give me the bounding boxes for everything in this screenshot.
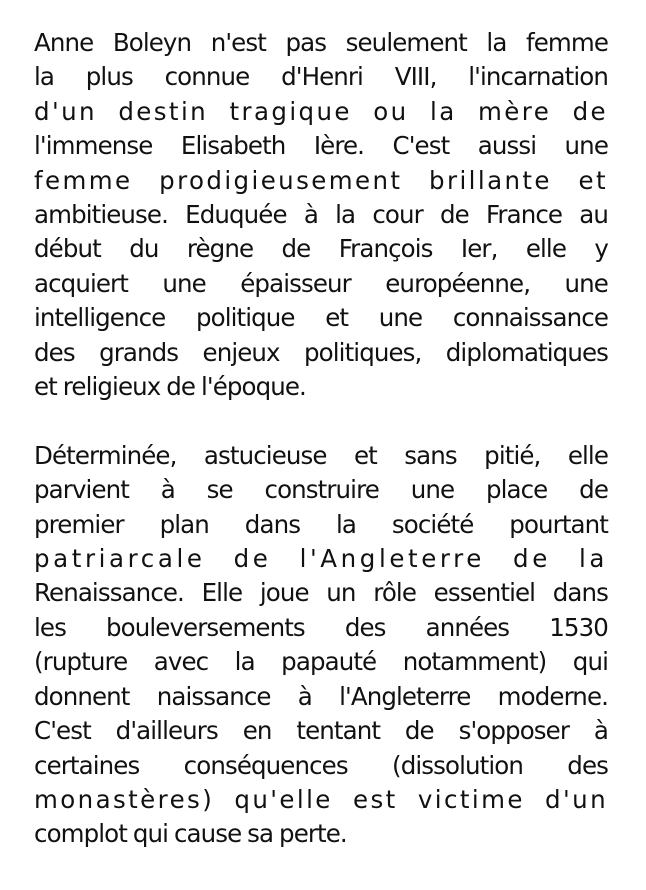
- document-body: [34, 26, 608, 852]
- text-line: Anne Boleyn n'est pas seulement la femme: [34, 28, 608, 57]
- paragraph-2: [34, 439, 608, 852]
- text-line: début du règne de François Ier, elle y: [34, 234, 608, 264]
- text-line: femme prodigieusement brillante et: [34, 165, 608, 195]
- text-line: la plus connue d'Henri VIII, l'incarnation: [34, 62, 608, 92]
- text-line: des grands enjeux politiques, diplomatiques: [34, 337, 608, 367]
- text-line: et religieux de l'époque.: [34, 372, 306, 402]
- text-line: monastères) qu'elle est victime d'un: [34, 784, 608, 814]
- text-line: certaines conséquences (dissolution des: [34, 750, 608, 780]
- paragraph-1: [34, 26, 608, 404]
- text-line: intelligence politique et une connaissance: [34, 303, 608, 333]
- text-line: ambitieuse. Eduquée à la cour de France au: [34, 200, 608, 230]
- text-line: parvient à se construire une place de: [34, 475, 608, 505]
- text-line: acquiert une épaisseur européenne, une: [34, 268, 608, 298]
- text-line: les bouleversements des années 1530: [34, 612, 608, 642]
- text-line: complot qui cause sa perte.: [34, 819, 347, 849]
- text-line: Renaissance. Elle joue un rôle essentiel dans: [34, 578, 608, 608]
- text-line: (rupture avec la papauté notamment) qui: [34, 647, 608, 677]
- text-line: C'est d'ailleurs en tentant de s'opposer à: [34, 716, 608, 746]
- text-line: donnent naissance à l'Angleterre moderne.: [34, 681, 608, 711]
- text-line: d'un destin tragique ou la mère de: [34, 96, 608, 126]
- text-line: patriarcale de l'Angleterre de la: [34, 544, 608, 574]
- text-line: premier plan dans la société pourtant: [34, 509, 608, 539]
- text-line: Déterminée, astucieuse et sans pitié, elle: [34, 440, 608, 470]
- text-line: l'immense Elisabeth Ière. C'est aussi une: [34, 131, 608, 161]
